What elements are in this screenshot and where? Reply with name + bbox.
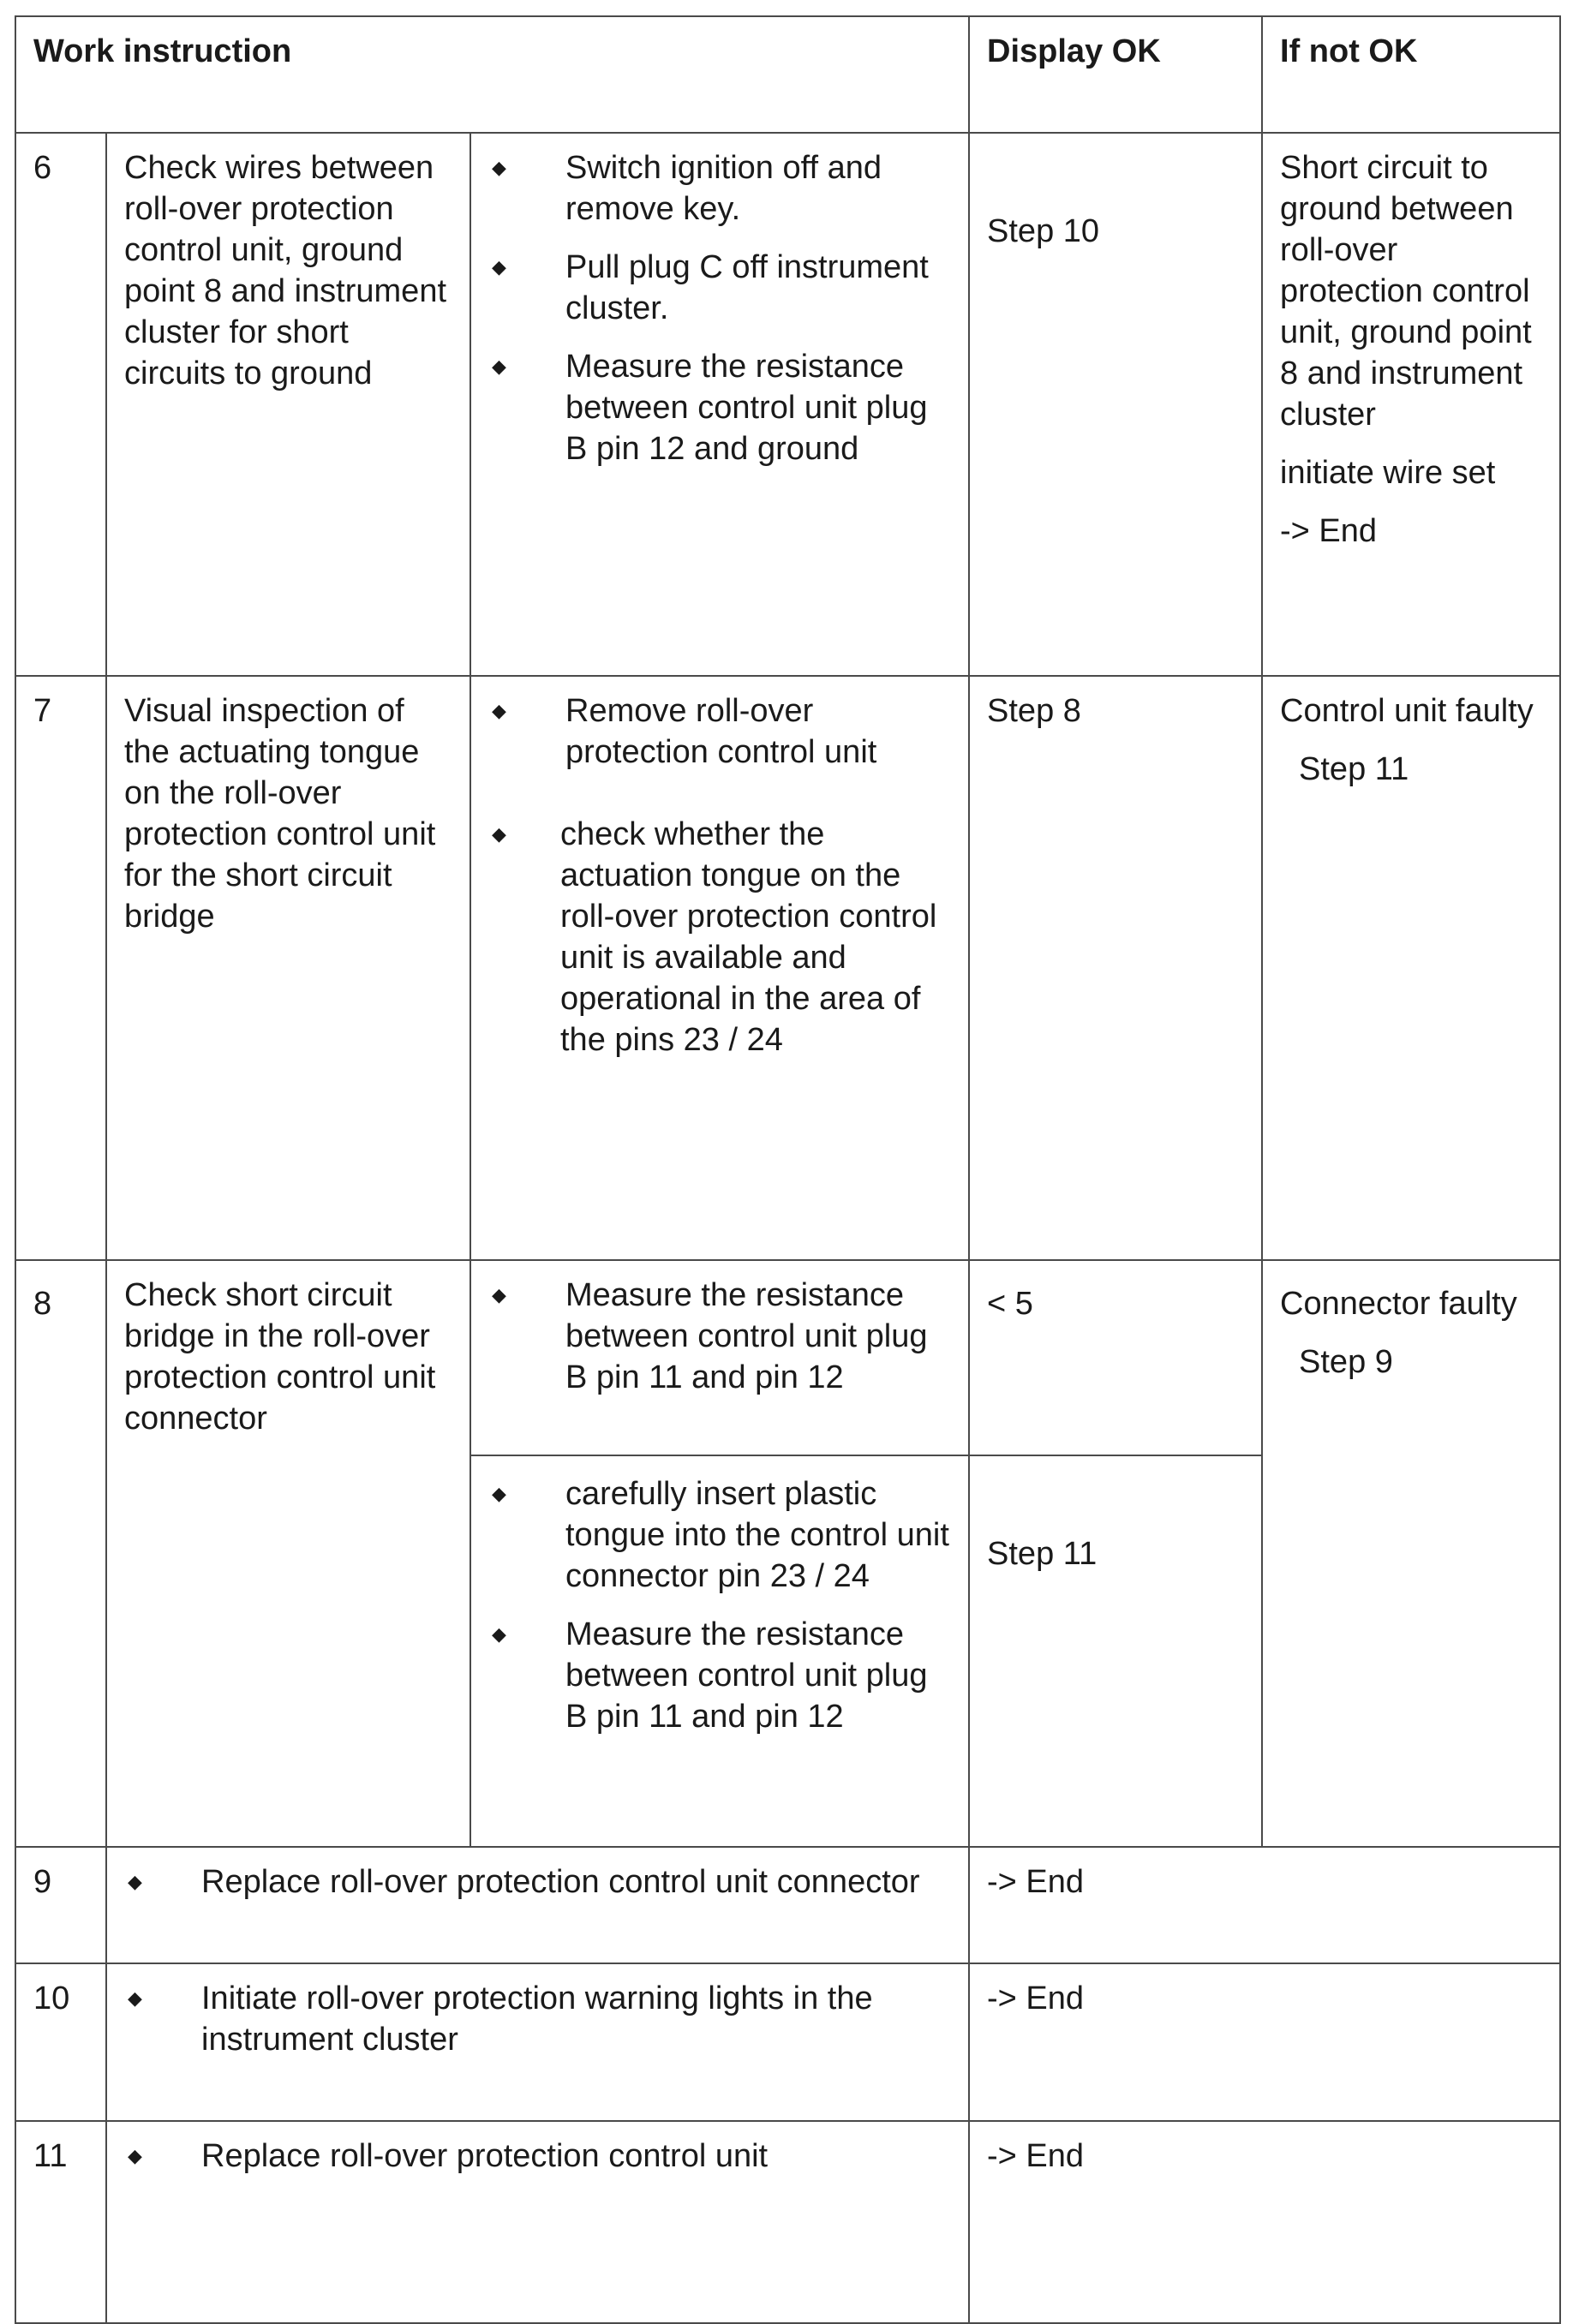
bullet-icon: ◆ bbox=[492, 823, 506, 845]
not-ok-text: Control unit faulty bbox=[1280, 693, 1534, 729]
action-item: ◆ Measure the resistance between control unit plug B pin 12 and ground bbox=[488, 346, 951, 469]
table-row-7 bbox=[15, 676, 1560, 1260]
table-row-8 bbox=[15, 1260, 1560, 1455]
header-display-ok: Display OK bbox=[969, 16, 1262, 133]
not-ok-text: Connector faulty bbox=[1280, 1286, 1517, 1322]
bullet-icon: ◆ bbox=[492, 355, 506, 377]
display-ok-value: < 5 bbox=[969, 1260, 1262, 1455]
bullet-icon: ◆ bbox=[128, 1871, 142, 1892]
work-instruction-table-wrapper bbox=[15, 15, 1559, 2174]
step-description: Visual inspection of the actuating tongue on the roll-over protection control unit for the short circuit bridge bbox=[106, 676, 470, 1260]
step-description: Check short circuit bridge in the roll-over protection control unit connector bbox=[106, 1260, 470, 1847]
bullet-icon: ◆ bbox=[128, 2145, 142, 2166]
table-row-9 bbox=[15, 1847, 1560, 1963]
action-item: ◆ Pull plug C off instrument cluster. bbox=[488, 247, 951, 329]
header-row bbox=[15, 16, 1560, 133]
step-actions bbox=[470, 133, 969, 676]
table-row-6 bbox=[15, 133, 1560, 676]
action-item: ◆ carefully insert plastic tongue into the control unit connector pin 23 / 24 bbox=[488, 1473, 951, 1597]
header-if-not-ok: If not OK bbox=[1262, 16, 1560, 133]
if-not-ok-cell bbox=[1262, 676, 1560, 1260]
step-number: 7 bbox=[15, 676, 106, 1260]
not-ok-text: -> End bbox=[1280, 513, 1378, 549]
bullet-icon: ◆ bbox=[492, 1284, 506, 1305]
display-ok-value: -> End bbox=[969, 2121, 1560, 2323]
step-number: 10 bbox=[15, 1963, 106, 2121]
action-item: ◆ Replace roll-over protection control unit connector bbox=[124, 1861, 951, 1903]
step-actions bbox=[470, 1455, 969, 1847]
work-instruction-table bbox=[15, 15, 1561, 2324]
step-actions bbox=[106, 2121, 969, 2323]
step-number: 6 bbox=[15, 133, 106, 676]
bullet-icon: ◆ bbox=[492, 256, 506, 278]
not-ok-step: Step 9 bbox=[1299, 1344, 1393, 1380]
bullet-icon: ◆ bbox=[492, 1483, 506, 1504]
display-ok-value: Step 11 bbox=[969, 1455, 1262, 1847]
step-number: 9 bbox=[15, 1847, 106, 1963]
header-work-instruction: Work instruction bbox=[15, 16, 969, 133]
step-number: 11 bbox=[15, 2121, 106, 2323]
bullet-icon: ◆ bbox=[492, 700, 506, 721]
action-item: ◆ Initiate roll-over protection warning lights in the instrument cluster bbox=[124, 1978, 951, 2060]
step-number: 8 bbox=[15, 1260, 106, 1847]
action-item: ◆ Remove roll-over protection control unit bbox=[488, 690, 951, 773]
step-actions bbox=[106, 1963, 969, 2121]
table-row-10 bbox=[15, 1963, 1560, 2121]
step-actions bbox=[106, 1847, 969, 1963]
not-ok-text: initiate wire set bbox=[1280, 455, 1496, 491]
bullet-icon: ◆ bbox=[492, 157, 506, 178]
action-item: ◆ Measure the resistance between control unit plug B pin 11 and pin 12 bbox=[488, 1614, 951, 1737]
action-item: ◆ Measure the resistance between control unit plug B pin 11 and pin 12 bbox=[488, 1275, 951, 1398]
step-actions bbox=[470, 1260, 969, 1455]
step-actions bbox=[470, 676, 969, 1260]
if-not-ok-cell bbox=[1262, 1260, 1560, 1847]
display-ok-value: -> End bbox=[969, 1963, 1560, 2121]
step-description: Check wires between roll-over protection control unit, ground point 8 and instrument cluster for short circuits to ground bbox=[106, 133, 470, 676]
display-ok-value: -> End bbox=[969, 1847, 1560, 1963]
bullet-icon: ◆ bbox=[128, 1987, 142, 2009]
table-row-11 bbox=[15, 2121, 1560, 2323]
action-item: ◆ Replace roll-over protection control unit bbox=[124, 2136, 951, 2177]
action-item: ◆ Switch ignition off and remove key. bbox=[488, 147, 951, 230]
not-ok-step: Step 11 bbox=[1299, 751, 1409, 787]
not-ok-text: Short circuit to ground between roll-over protection control unit, ground point 8 and instrument cluster bbox=[1280, 150, 1532, 433]
if-not-ok-cell bbox=[1262, 133, 1560, 676]
display-ok-value: Step 8 bbox=[969, 676, 1262, 1260]
action-item: ◆ check whether the actuation tongue on the roll-over protection control unit is available and operational in the area of the pins 23 / 24 bbox=[488, 814, 951, 1060]
display-ok-value: Step 10 bbox=[969, 133, 1262, 676]
bullet-icon: ◆ bbox=[492, 1623, 506, 1645]
